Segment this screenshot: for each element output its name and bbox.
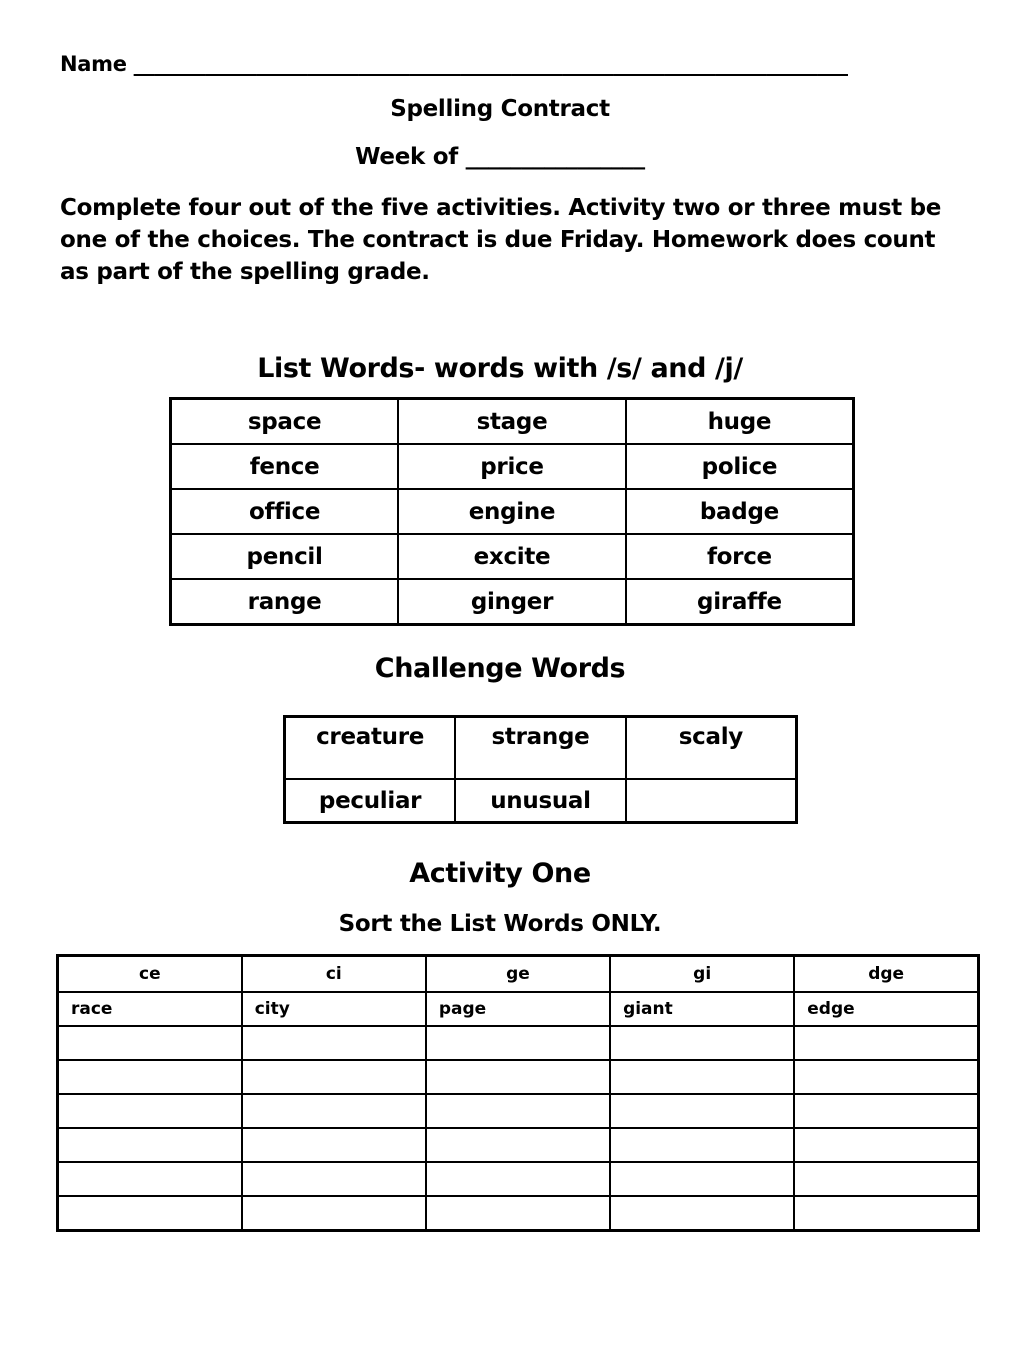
instructions-paragraph: Complete four out of the five activities. Activity two or three must be one of the choices. The contract is due Friday. Homework does count as part of the spelling grade. bbox=[60, 195, 942, 285]
sort-blank-cell[interactable] bbox=[610, 1060, 794, 1094]
sort-blank-cell[interactable] bbox=[610, 1162, 794, 1196]
challenge-words-row bbox=[285, 779, 797, 823]
sort-example-cell: race bbox=[58, 992, 242, 1026]
sort-blank-cell[interactable] bbox=[610, 1196, 794, 1231]
sort-blank-row bbox=[58, 1060, 979, 1094]
sort-blank-cell[interactable] bbox=[794, 1162, 978, 1196]
list-words-table bbox=[169, 397, 855, 626]
sort-blank-row bbox=[58, 1094, 979, 1128]
sort-blank-cell[interactable] bbox=[242, 1162, 426, 1196]
sort-blank-cell[interactable] bbox=[58, 1162, 242, 1196]
word-cell: strange bbox=[455, 717, 626, 780]
list-words-row bbox=[171, 534, 854, 579]
sort-blank-cell[interactable] bbox=[426, 1196, 610, 1231]
word-cell: giraffe bbox=[626, 579, 854, 625]
sort-blank-row bbox=[58, 1162, 979, 1196]
sort-blank-cell[interactable] bbox=[794, 1026, 978, 1060]
sort-blank-cell[interactable] bbox=[58, 1026, 242, 1060]
list-words-heading: List Words- words with /s/ and /j/ bbox=[257, 353, 743, 384]
sort-blank-row bbox=[58, 1196, 979, 1231]
sort-blank-cell[interactable] bbox=[426, 1026, 610, 1060]
sort-blank-cell[interactable] bbox=[794, 1196, 978, 1231]
sort-table bbox=[56, 954, 980, 1232]
sort-blank-row bbox=[58, 1128, 979, 1162]
word-cell: peculiar bbox=[285, 779, 456, 823]
word-cell: excite bbox=[398, 534, 626, 579]
sort-blank-cell[interactable] bbox=[58, 1128, 242, 1162]
word-cell: range bbox=[171, 579, 399, 625]
sort-example-cell: giant bbox=[610, 992, 794, 1026]
sort-blank-cell[interactable] bbox=[242, 1094, 426, 1128]
word-cell: office bbox=[171, 489, 399, 534]
sort-column-header: ci bbox=[242, 956, 426, 993]
sort-blank-cell[interactable] bbox=[794, 1128, 978, 1162]
sort-header-row bbox=[58, 956, 979, 993]
list-words-row bbox=[171, 489, 854, 534]
challenge-words-row bbox=[285, 717, 797, 780]
name-field-line[interactable]: Name ______________________________________________________________________ bbox=[60, 52, 848, 76]
list-words-row bbox=[171, 579, 854, 625]
sort-column-header: gi bbox=[610, 956, 794, 993]
word-cell: unusual bbox=[455, 779, 626, 823]
sort-blank-row bbox=[58, 1026, 979, 1060]
sort-blank-cell[interactable] bbox=[610, 1026, 794, 1060]
list-words-row bbox=[171, 399, 854, 445]
sort-blank-cell[interactable] bbox=[58, 1060, 242, 1094]
sort-blank-cell[interactable] bbox=[426, 1162, 610, 1196]
word-cell: police bbox=[626, 444, 854, 489]
sort-blank-cell[interactable] bbox=[426, 1094, 610, 1128]
word-cell: fence bbox=[171, 444, 399, 489]
sort-blank-cell[interactable] bbox=[58, 1094, 242, 1128]
sort-example-cell: edge bbox=[794, 992, 978, 1026]
sort-blank-cell[interactable] bbox=[242, 1128, 426, 1162]
sort-column-header: ge bbox=[426, 956, 610, 993]
sort-example-row bbox=[58, 992, 979, 1026]
sort-example-cell: page bbox=[426, 992, 610, 1026]
sort-blank-cell[interactable] bbox=[426, 1060, 610, 1094]
sort-blank-cell[interactable] bbox=[58, 1196, 242, 1231]
sort-blank-cell[interactable] bbox=[794, 1060, 978, 1094]
challenge-words-heading: Challenge Words bbox=[374, 653, 626, 684]
word-cell bbox=[626, 779, 797, 823]
sort-blank-cell[interactable] bbox=[426, 1128, 610, 1162]
sort-instruction: Sort the List Words ONLY. bbox=[338, 911, 662, 937]
challenge-words-table bbox=[283, 715, 798, 824]
activity-one-heading: Activity One bbox=[409, 858, 591, 889]
word-cell: space bbox=[171, 399, 399, 445]
list-words-row bbox=[171, 444, 854, 489]
word-cell: pencil bbox=[171, 534, 399, 579]
week-of-line[interactable]: Week of ________________ bbox=[355, 144, 645, 170]
page-title: Spelling Contract bbox=[390, 96, 610, 122]
word-cell: scaly bbox=[626, 717, 797, 780]
sort-blank-cell[interactable] bbox=[610, 1094, 794, 1128]
sort-column-header: ce bbox=[58, 956, 242, 993]
word-cell: force bbox=[626, 534, 854, 579]
word-cell: price bbox=[398, 444, 626, 489]
sort-example-cell: city bbox=[242, 992, 426, 1026]
sort-blank-cell[interactable] bbox=[242, 1196, 426, 1231]
sort-column-header: dge bbox=[794, 956, 978, 993]
word-cell: badge bbox=[626, 489, 854, 534]
word-cell: ginger bbox=[398, 579, 626, 625]
sort-blank-cell[interactable] bbox=[242, 1060, 426, 1094]
sort-blank-cell[interactable] bbox=[242, 1026, 426, 1060]
word-cell: creature bbox=[285, 717, 456, 780]
word-cell: huge bbox=[626, 399, 854, 445]
word-cell: stage bbox=[398, 399, 626, 445]
sort-blank-cell[interactable] bbox=[610, 1128, 794, 1162]
sort-blank-cell[interactable] bbox=[794, 1094, 978, 1128]
word-cell: engine bbox=[398, 489, 626, 534]
